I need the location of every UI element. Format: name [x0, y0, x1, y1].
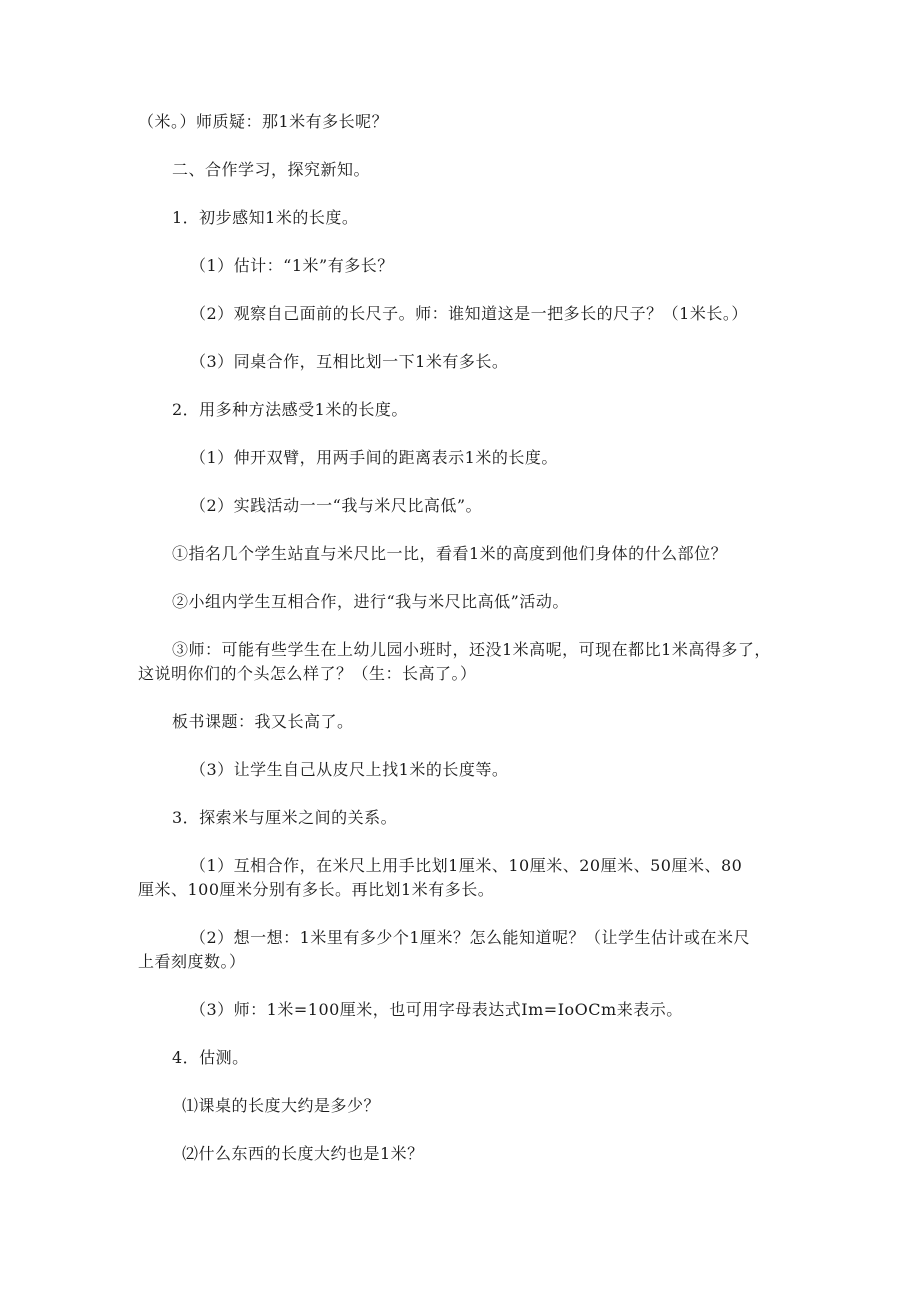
text-line-intro: （米。）师质疑：那1米有多长呢？ — [138, 112, 389, 131]
text-line-3-2-b: 上看刻度数。） — [138, 952, 246, 971]
text-line-board-title: 板书课题：我又长高了。 — [172, 712, 354, 731]
section-heading-2: 二、合作学习，探究新知。 — [172, 160, 371, 179]
text-line-2-2-b: ②小组内学生互相合作，进行“我与米尺比高低”活动。 — [172, 592, 569, 611]
text-line-4-2: ⑵什么东西的长度大约也是1米？ — [182, 1144, 424, 1163]
text-line-2-2: （2）实践活动一一“我与米尺比高低”。 — [190, 496, 483, 515]
subsection-heading-4: 4．估测。 — [172, 1048, 249, 1067]
paragraph-2-2-c — [138, 638, 788, 686]
text-line-2-3: （3）让学生自己从皮尺上找1米的长度等。 — [190, 760, 509, 779]
subsection-heading-3: 3．探索米与厘米之间的关系。 — [172, 808, 398, 827]
text-line-3-1-a: （1）互相合作，在米尺上用手比划1厘米、10厘米、20厘米、50厘米、80 — [190, 856, 743, 875]
paragraph-3-2 — [138, 926, 788, 974]
text-line-2-2-a: ①指名几个学生站直与米尺比一比，看看1米的高度到他们身体的什么部位？ — [172, 544, 728, 563]
text-line-1-1: （1）估计：“1米”有多长？ — [190, 256, 394, 275]
subsection-heading-1: 1．初步感知1米的长度。 — [172, 208, 359, 227]
text-line-1-3: （3）同桌合作，互相比划一下1米有多长。 — [190, 352, 509, 371]
text-line-2-2-c-2: 这说明你们的个头怎么样了？（生：长高了。） — [138, 664, 477, 683]
text-line-2-1: （1）伸开双臂，用两手间的距离表示1米的长度。 — [190, 448, 558, 467]
text-line-3-3: （3）师：1米=100厘米，也可用字母表达式Im=IoOCm来表示。 — [190, 1000, 683, 1019]
text-line-4-1: ⑴课桌的长度大约是多少？ — [182, 1096, 381, 1115]
subsection-heading-2: 2．用多种方法感受1米的长度。 — [172, 400, 408, 419]
paragraph-3-1 — [138, 854, 788, 902]
text-line-2-2-c-1: ③师：可能有些学生在上幼儿园小班时，还没1米高呢，可现在都比1米高得多了， — [172, 640, 771, 659]
text-line-3-1-b: 厘米、100厘米分别有多长。再比划1米有多长。 — [138, 880, 495, 899]
text-line-1-2: （2）观察自己面前的长尺子。师：谁知道这是一把多长的尺子？（1米长。） — [190, 304, 748, 323]
text-line-3-2-a: （2）想一想：1米里有多少个1厘米？怎么能知道呢？（让学生估计或在米尺 — [190, 928, 751, 947]
